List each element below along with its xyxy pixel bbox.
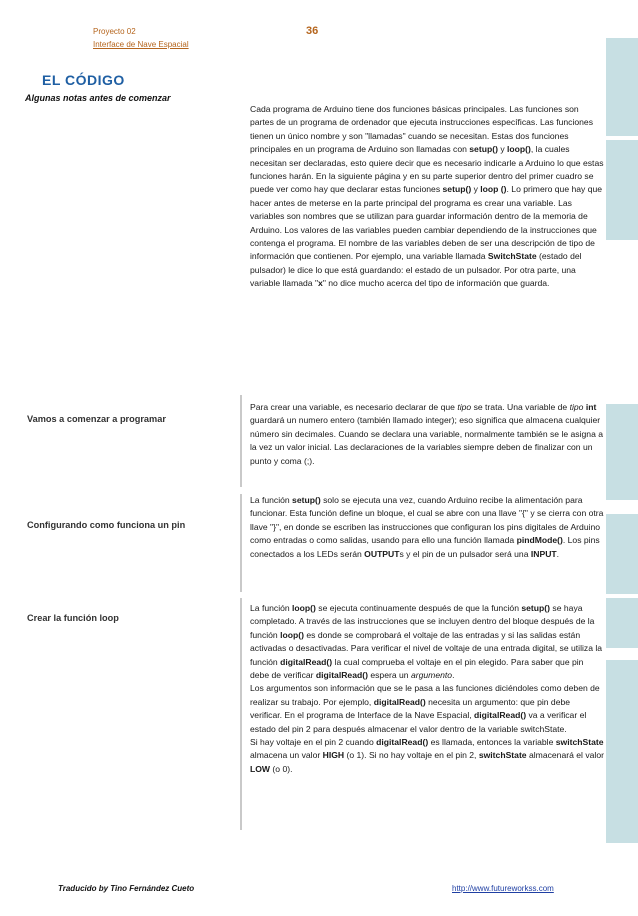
text-run: y <box>497 144 508 155</box>
text-run: . <box>452 670 455 681</box>
loop-paragraph <box>250 602 604 776</box>
edge-tab <box>606 404 638 500</box>
text-run: HIGH <box>322 750 345 761</box>
text-run: setup() <box>521 603 551 613</box>
vars-paragraph <box>250 401 604 468</box>
text-run: loop() <box>507 144 531 155</box>
section-divider-bar <box>240 395 242 487</box>
text-run: . Los pins conectados a los LEDs serán <box>250 535 600 559</box>
text-run: digitalRead() <box>376 737 429 748</box>
text-run: es llamada, entonces la variable <box>428 737 556 748</box>
text-run: loop() <box>280 629 304 640</box>
text-run: tipo <box>457 402 472 412</box>
header-project: Proyecto 02 <box>93 27 136 36</box>
text-run: argumento <box>410 670 453 681</box>
text-run: va a verificar el estado del pin 2 para después almacenar el valor dentro de la variable switchState. <box>250 710 587 734</box>
text-run: setup() <box>442 184 472 195</box>
text-run: Si hay voltaje en el pin 2 cuando <box>250 737 377 748</box>
text-run: int <box>585 402 597 412</box>
footer-translator: Traducido by Tino Fernández Cueto <box>58 884 195 893</box>
text-run: digitalRead() <box>474 710 527 721</box>
edge-tab <box>606 140 638 240</box>
text-run: OUTPUT <box>364 548 400 559</box>
text-run: , la cuales necesitan ser declaradas, esto quiere decir que es necesario indicarle a Arduino lo que estas funciones harán. En la siguiente página y en su parte superior dentro del primer cuadro se puede ver como hay que declarar estas funciones <box>250 144 604 195</box>
text-run: digitalRead() <box>315 670 368 681</box>
text-run: se haya completado. A través de las instrucciones que se incluyen dentro del bloque después de la función <box>250 603 595 640</box>
header-subtitle-link[interactable]: Interface de Nave Espacial <box>93 40 189 49</box>
edge-tab <box>606 38 638 136</box>
text-run: Los argumentos son información que se le pasa a las funciones diciéndoles como deben de realizar su trabajo. Por ejemplo, <box>250 683 600 707</box>
page-number: 36 <box>306 25 319 37</box>
text-run: loop() <box>292 603 316 613</box>
text-run: necesita un argumento: que pin debe verificar. En el programa de Interface de la Nave Espacial, <box>250 696 571 721</box>
label-pins: Configurando como funciona un pin <box>27 520 186 530</box>
text-run: solo se ejecuta una vez, cuando Arduino recibe la alimentación para funcionar. Esta función define un bloque, el cual se abre con una llave "{" y se cierra con otra llave "}", en donde se escriben las instrucciones que configuran los pins digitales de Arduino como entradas o como salidas, usando para ello una función llamada <box>250 495 604 546</box>
text-run: la cual comprueba el voltaje en el pin elegido. Para saber que pin debe de verificar <box>250 656 584 681</box>
label-loop: Crear la función loop <box>27 613 119 623</box>
text-run: x <box>318 278 323 289</box>
text-run: loop () <box>480 184 507 195</box>
text-run: pindMode() <box>516 535 563 546</box>
edge-tab <box>606 514 638 594</box>
label-vars: Vamos a comenzar a programar <box>27 414 166 424</box>
text-run: digitalRead() <box>373 696 426 707</box>
text-run: " no dice mucho acerca del tipo de información que guarda. <box>322 278 550 289</box>
text-run: almacena un valor <box>250 750 323 761</box>
text-run: . <box>556 548 560 559</box>
text-run: guardará un numero entero (también llamado integer); eso significa que almacena cualquier número sin decimales. Cuando se declara una variable, normalmente también se le asigna a la vez un valor inicial. Las declaraciones de la variables siempre deben de finalizar con un punto y coma (;). <box>250 415 604 466</box>
text-run: INPUT <box>530 548 557 559</box>
text-run: La función <box>250 495 293 505</box>
edge-tab <box>606 660 638 843</box>
section-title: EL CÓDIGO <box>42 72 125 88</box>
text-run: (estado del pulsador) le dice lo que está guardando: el estado de un pulsador. Por otra parte, una variable llamada " <box>250 251 582 289</box>
text-run: almacenará el valor <box>526 750 604 761</box>
edge-tab <box>606 598 638 648</box>
text-run: tipo <box>569 402 584 412</box>
text-run: Cada programa de Arduino tiene dos funciones básicas principales. Las funciones son partes de un programa de ordenador que ejecuta instrucciones específicas. Las funciones tienen un único nombre y son "llamadas" cuando se necesitan. Estas dos funciones principales en un programa de Arduino son llamadas con <box>250 104 594 155</box>
pins-paragraph <box>250 494 604 561</box>
text-run: setup() <box>469 144 498 155</box>
text-run: digitalRead() <box>280 656 333 667</box>
text-run: . Lo primero que hay que hacer antes de meterse en la parte principal del programa es crear una variable. Las variables son nombres que se utilizan para guardar información dentro de la memoria de Arduino. Los valores de las variables pueden cambiar dependiendo de la instrucciones que contenga el programa. El nombre de las variables deben de ser una descripción de tipo de información que contienen. Por ejemplo, una variable llamada <box>250 184 603 262</box>
text-run: (o 1). Si no hay voltaje en el pin 2, <box>344 750 479 761</box>
text-run: es donde se comprobará el voltaje de las entradas y si las salidas están activadas o desactivadas. Para verificar el nivel de voltaje de una entrada digital, se utiliza la función <box>250 629 603 667</box>
text-run: Para crear una variable, es necesario declarar de que <box>250 402 458 412</box>
text-run: espera un <box>367 670 411 681</box>
text-run: se ejecuta continuamente después de que la función <box>315 603 522 613</box>
text-run: se trata. Una variable de <box>471 402 570 412</box>
text-run: SwitchState <box>487 251 537 262</box>
text-run: (o 0). <box>270 763 293 774</box>
text-run: switchState <box>478 750 527 761</box>
text-run: LOW <box>250 763 271 774</box>
text-run: setup() <box>292 495 321 505</box>
section-subtitle: Algunas notas antes de comenzar <box>25 93 171 103</box>
text-run: La función <box>250 603 293 613</box>
intro-paragraph <box>250 103 604 291</box>
text-run: s y el pin de un pulsador será una <box>399 548 531 559</box>
section-divider-bar <box>240 494 242 592</box>
text-run: y <box>471 184 481 195</box>
section-divider-bar <box>240 598 242 830</box>
text-run: switchState <box>555 737 604 748</box>
footer-url-link[interactable]: http://www.futureworkss.com <box>452 884 554 893</box>
